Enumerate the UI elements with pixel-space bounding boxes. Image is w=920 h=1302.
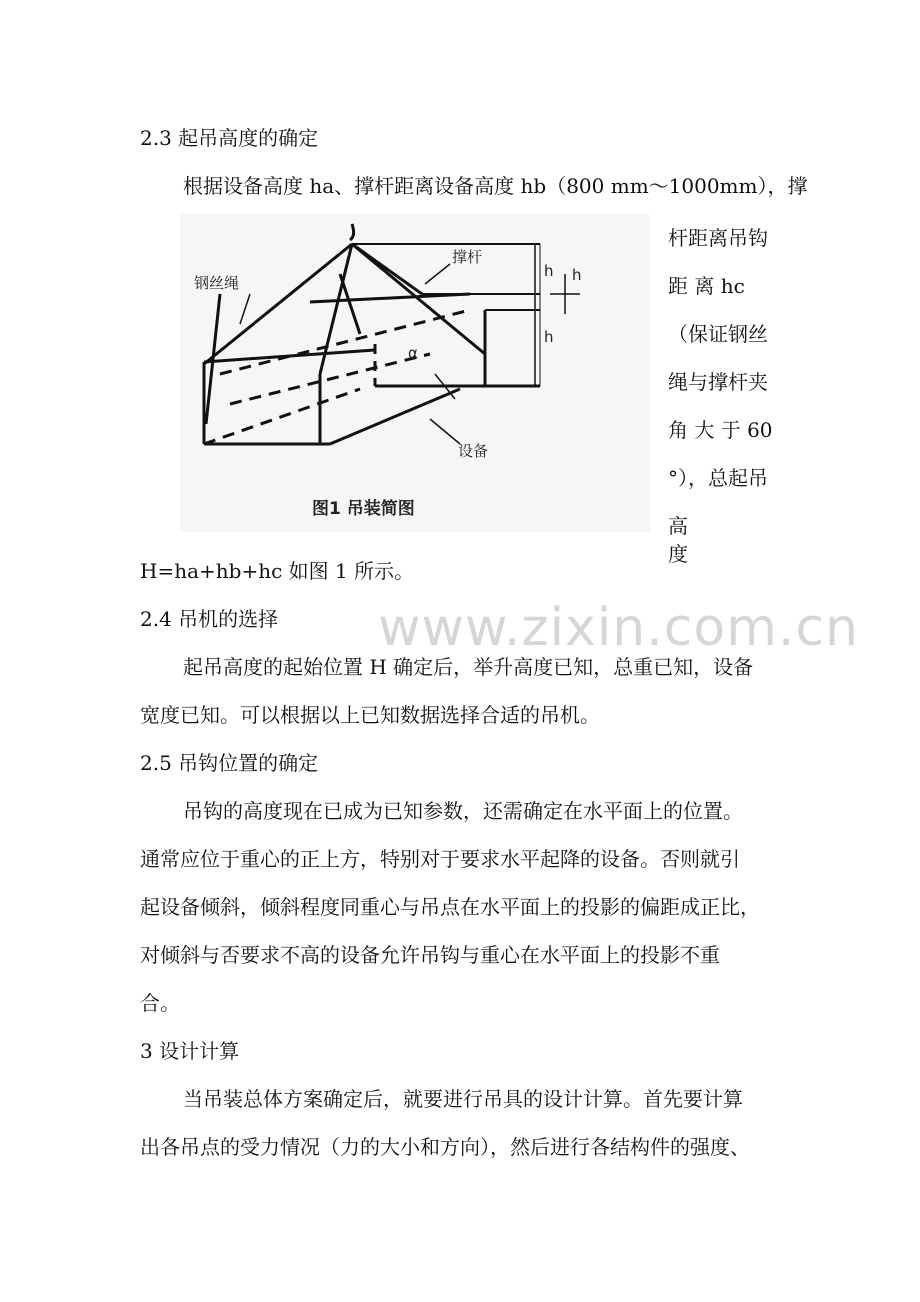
hb-label: h [544, 262, 554, 280]
section-2-5-paragraph-line: 通常应位于重心的正上方，特别对于要求水平起降的设备。否则就引 [140, 847, 740, 871]
section-2-5-paragraph-line: 起设备倾斜，倾斜程度同重心与吊点在水平面上的投影的偏距成正比， [140, 895, 760, 919]
ha-label: h [544, 328, 554, 346]
alpha-label: α [408, 344, 418, 362]
side-line: 距 离 hc [668, 274, 745, 298]
figure-caption: 图1 吊装简图 [312, 499, 415, 519]
section-3-paragraph-line: 出各吊点的受力情况（力的大小和方向），然后进行各结构件的强度、 [140, 1135, 750, 1159]
section-3-paragraph-line: 当吊装总体方案确定后，就要进行吊具的设计计算。首先要计算 [183, 1087, 743, 1111]
hc-label: h [572, 266, 582, 284]
side-line: 高 度 [668, 514, 688, 566]
section-2-3-heading: 2.3 起吊高度的确定 [140, 126, 319, 150]
rope-label: 钢丝绳 [194, 274, 240, 292]
equipment-label: 设备 [458, 442, 489, 460]
side-line: 角 大 于 60 [668, 418, 773, 442]
section-2-5-paragraph-line: 合。 [140, 991, 180, 1015]
watermark-text: www.zixin.com.cn [378, 598, 859, 658]
section-2-4-paragraph-line: 宽度已知。可以根据以上已知数据选择合适的吊机。 [140, 703, 600, 727]
section-2-4-heading: 2.4 吊机的选择 [140, 607, 279, 631]
section-3-heading: 3 设计计算 [140, 1039, 240, 1063]
side-line: 杆距离吊钩 [668, 226, 768, 250]
wrapped-side-text [668, 224, 784, 566]
section-2-5-paragraph-line: 对倾斜与否要求不高的设备允许吊钩与重心在水平面上的投影不重 [140, 943, 720, 967]
section-2-5-paragraph-line: 吊钩的高度现在已成为已知参数，还需确定在水平面上的位置。 [183, 799, 743, 823]
section-2-4-paragraph-line: 起吊高度的起始位置 H 确定后，举升高度已知，总重已知，设备 [183, 655, 754, 679]
section-2-3-formula-line: H=ha+hb+hc 如图 1 所示。 [140, 559, 415, 583]
side-line: 绳与撑杆夹 [668, 370, 768, 394]
side-line: （保证钢丝 [668, 322, 768, 346]
strut-label: 撑杆 [452, 248, 483, 266]
section-2-5-heading: 2.5 吊钩位置的确定 [140, 751, 319, 775]
section-2-3-paragraph-line: 根据设备高度 ha、撑杆距离设备高度 hb（800 mm～1000mm），撑 [183, 174, 808, 198]
side-line: °），总起吊 [668, 466, 768, 490]
lifting-diagram-figure [180, 214, 650, 532]
